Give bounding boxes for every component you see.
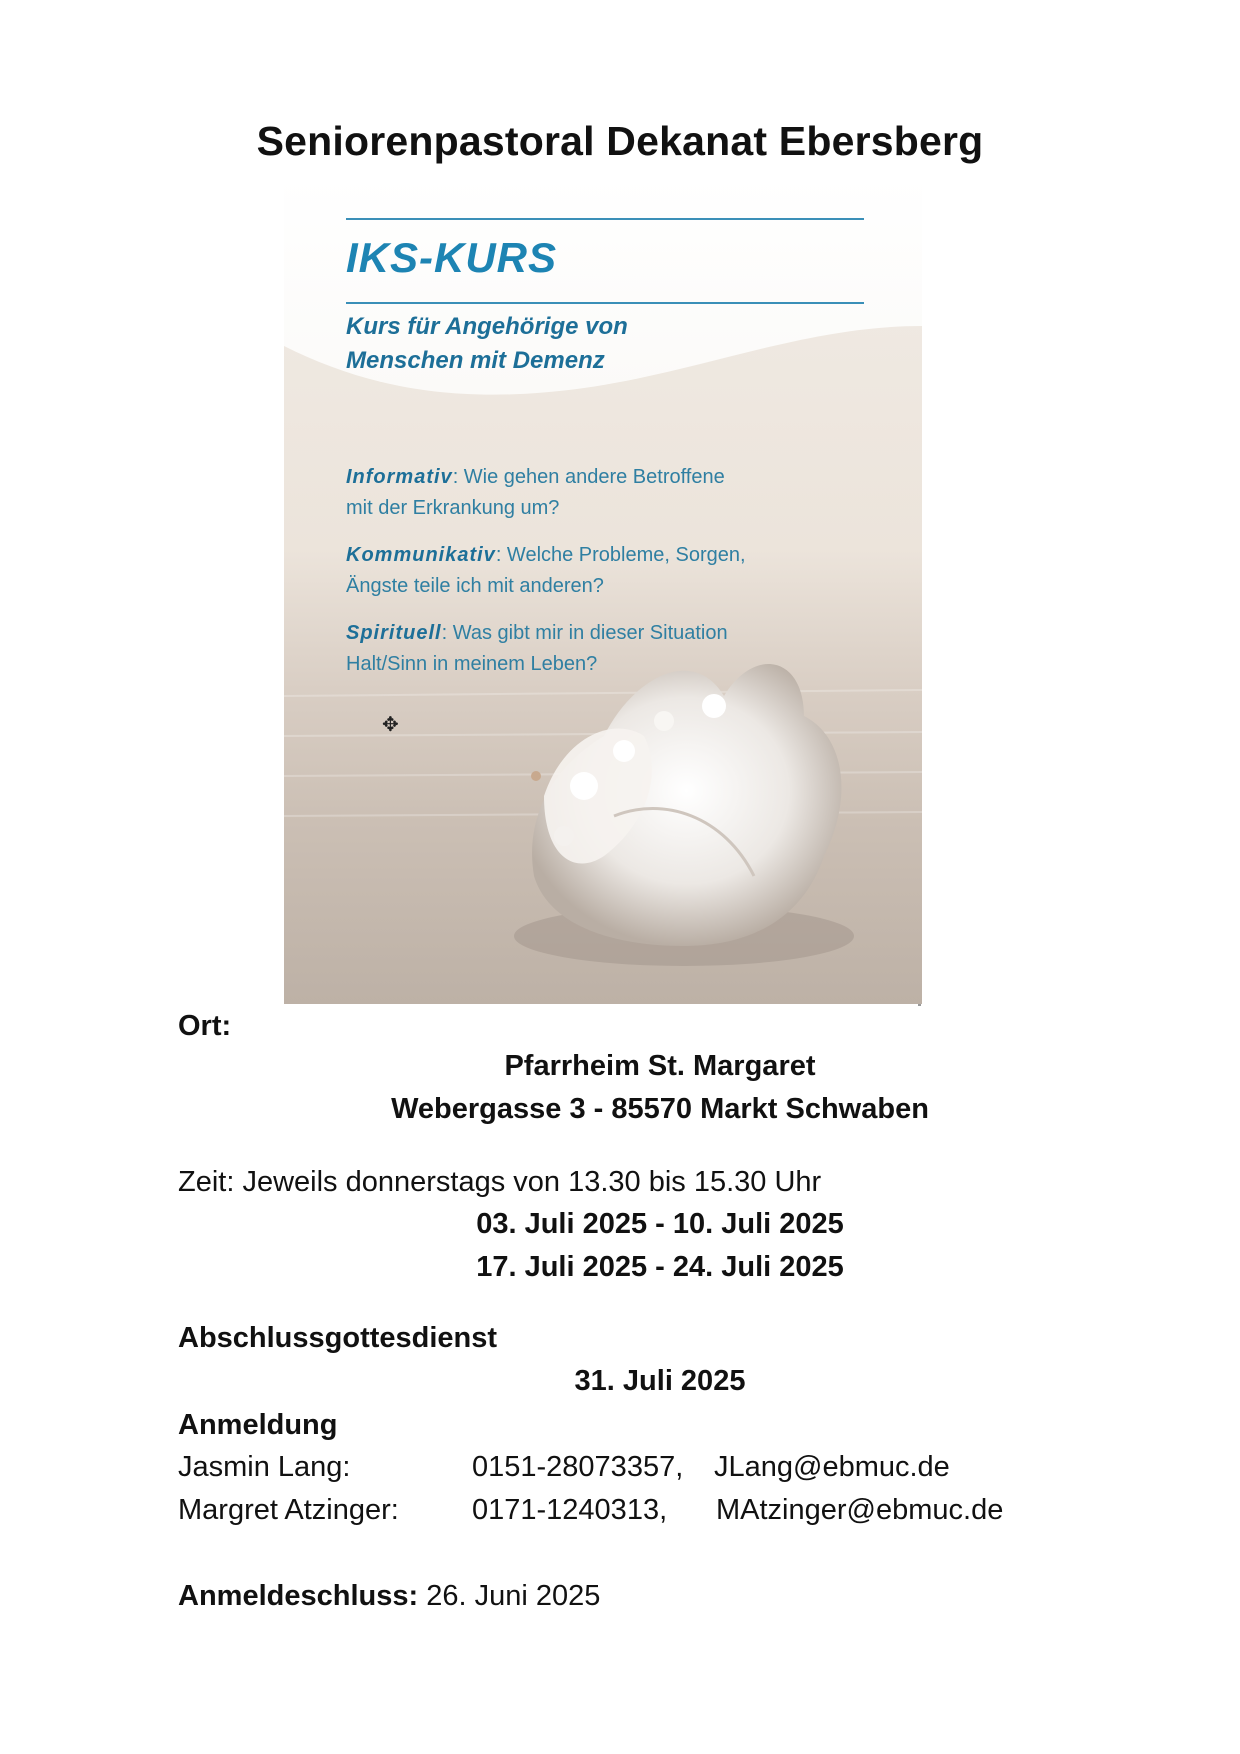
- contact-email[interactable]: MAtzinger@ebmuc.de: [716, 1494, 1004, 1526]
- time-text: Zeit: Jeweils donnerstags von 13.30 bis 15.30 Uhr: [178, 1166, 822, 1198]
- flyer-item-kommunikativ: [346, 540, 906, 602]
- service-label: Abschlussgottesdienst: [178, 1322, 498, 1354]
- deadline: [178, 1580, 600, 1613]
- deadline-label: Anmeldeschluss:: [178, 1580, 419, 1612]
- dates-line-1: 03. Juli 2025 - 10. Juli 2025: [476, 1208, 844, 1240]
- flyer-item-text: Ängste teile ich mit anderen?: [346, 575, 604, 597]
- dates-line-2: 17. Juli 2025 - 24. Juli 2025: [476, 1251, 844, 1283]
- deadline-date: 26. Juni 2025: [426, 1580, 601, 1612]
- flyer-item-keyword: Kommunikativ: [346, 544, 496, 566]
- move-cursor-icon: ✥: [382, 714, 399, 736]
- contact-name: Jasmin Lang:: [178, 1451, 351, 1483]
- contact-phone: 0151-28073357,: [472, 1451, 684, 1483]
- flyer-item-keyword: Spirituell: [346, 622, 442, 644]
- location-label: Ort:: [178, 1010, 232, 1042]
- flyer-image: [284, 176, 922, 1004]
- contact-email[interactable]: JLang@ebmuc.de: [714, 1451, 950, 1483]
- contact-phone: 0171-1240313,: [472, 1494, 668, 1526]
- flyer-subtitle-line1: Kurs für Angehörige von: [346, 313, 628, 340]
- flyer-item-text: Halt/Sinn in meinem Leben?: [346, 653, 598, 675]
- flyer-item-spirituell: [346, 618, 906, 680]
- page-title: Seniorenpastoral Dekanat Ebersberg: [256, 118, 984, 164]
- location-name: Pfarrheim St. Margaret: [504, 1050, 816, 1082]
- contact-name: Margret Atzinger:: [178, 1494, 399, 1526]
- flyer-item-text: : Wie gehen andere Betroffene: [452, 466, 725, 488]
- flyer-heading: IKS-KURS: [346, 234, 558, 281]
- flyer-item-text: : Was gibt mir in dieser Situation: [441, 622, 728, 644]
- service-date: 31. Juli 2025: [574, 1365, 746, 1397]
- flyer-item-keyword: Informativ: [346, 466, 453, 488]
- registration-label: Anmeldung: [178, 1409, 338, 1441]
- flyer-item-text: : Welche Probleme, Sorgen,: [495, 544, 746, 566]
- flyer-subtitle-line2: Menschen mit Demenz: [346, 347, 605, 374]
- seashell-icon: [531, 664, 841, 946]
- location-address: Webergasse 3 - 85570 Markt Schwaben: [391, 1093, 929, 1125]
- flyer-subtitle: [346, 310, 628, 378]
- flyer-item-informativ: [346, 462, 906, 524]
- flyer-item-text: mit der Erkrankung um?: [346, 497, 560, 519]
